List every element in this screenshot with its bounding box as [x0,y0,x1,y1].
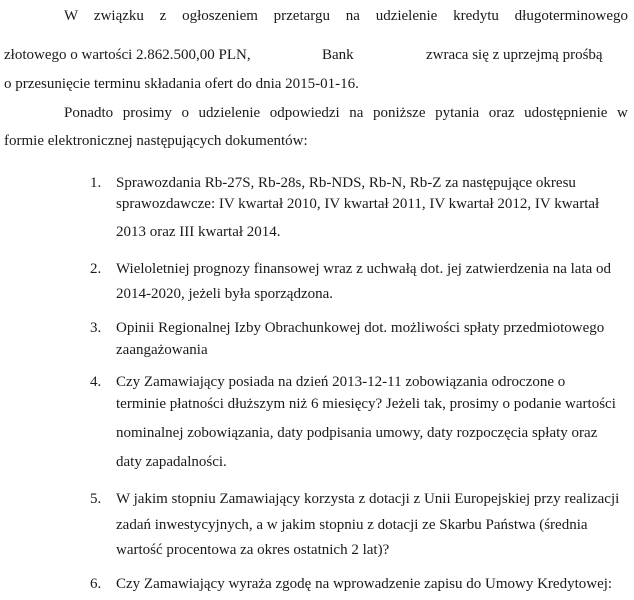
list-item-3-line-2: zaangażowania [116,342,208,358]
list-number: 4. [90,374,102,390]
word: pytania [435,105,480,121]
word: ogłoszeniem [182,8,258,24]
word: oraz [488,105,515,121]
word: na [349,105,364,121]
list-number: 6. [90,576,102,592]
list-item-1-line-1: Sprawozdania Rb-27S, Rb-28s, Rb-NDS, Rb-N, Rb-Z za następujące okresu [116,175,576,191]
list-number: 2. [90,261,102,277]
word: z [159,8,167,24]
amount-text: złotowego o wartości 2.862.500,00 PLN, [4,47,251,63]
word: W [64,8,79,24]
list-item-1-line-2: sprawozdawcze: IV kwartał 2010, IV kwartał 2011, IV kwartał 2012, IV kwartał [116,196,600,212]
paragraph-1-line-3: o przesunięcie terminu składania ofert do dnia 2015-01-16. [4,76,359,92]
list-number: 1. [90,175,102,191]
request-text: zwraca się z uprzejmą prośbą [426,47,603,63]
word: udzielenie [198,105,261,121]
word: związku [93,8,144,24]
word: kredytu [453,8,499,24]
list-item-5-line-1: W jakim stopniu Zamawiający korzysta z dotacji z Unii Europejskiej przy realizacji [116,491,620,507]
list-item-6-line-1: Czy Zamawiający wyraża zgodę na wprowadzenie zapisu do Umowy Kredytowej: [116,576,613,592]
word: prosimy [122,105,172,121]
list-item-4-line-2: terminie płatności dłuższym niż 6 miesięcy? Jeżeli tak, prosimy o podanie wartości [116,396,616,412]
word: na [345,8,360,24]
list-item-4-line-1: Czy Zamawiający posiada na dzień 2013-12-11 zobowiązania odroczone o [116,374,566,390]
word: w [617,105,628,121]
word: udostępnienie [524,105,608,121]
word: poniższe [373,105,426,121]
list-item-2-line-2: 2014-2020, jeżeli była sporządzona. [116,286,334,302]
list-number: 5. [90,491,102,507]
paragraph-2-line-1 [64,103,628,123]
word: udzielenie [375,8,438,24]
bank-word: Bank [322,47,354,63]
list-item-2-line-1: Wieloletniej prognozy finansowej wraz z uchwałą dot. jej zatwierdzenia na lata od [116,261,612,277]
paragraph-1-line-2 [4,45,628,65]
word: długoterminowego [514,8,628,24]
list-item-5-line-2: zadań inwestycyjnych, a w jakim stopniu z dotacji ze Skarbu Państwa (średnia [116,517,588,533]
word: o [181,105,189,121]
list-item-4-line-3: nominalnej zobowiązania, daty podpisania umowy, daty rozpoczęcia spłaty oraz [116,425,598,441]
list-number: 3. [90,320,102,336]
paragraph-2-line-2: formie elektronicznej następujących dokumentów: [4,133,308,149]
list-item-1-line-3: 2013 oraz III kwartał 2014. [116,224,281,240]
paragraph-1-line-1 [64,6,628,26]
word: odpowiedzi [269,105,340,121]
word: przetargu [273,8,331,24]
list-item-4-line-4: daty zapadalności. [116,454,227,470]
list-item-5-line-3: wartość procentowa za okres ostatnich 2 lat)? [116,542,390,558]
word: Ponadto [64,105,114,121]
list-item-3-line-1: Opinii Regionalnej Izby Obrachunkowej dot. możliwości spłaty przedmiotowego [116,320,605,336]
